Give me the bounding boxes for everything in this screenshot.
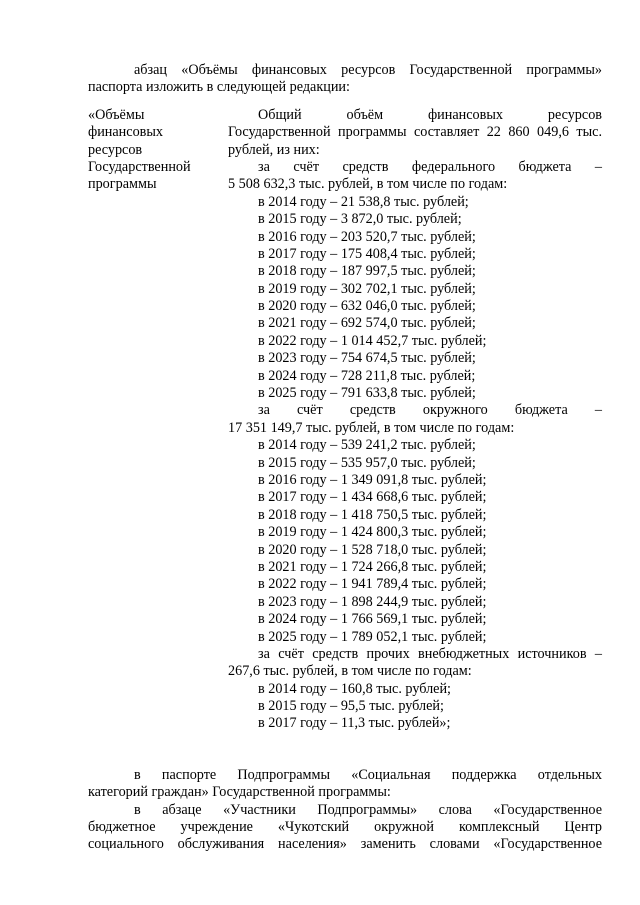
other-years-list	[228, 681, 602, 733]
paragraph-gap	[88, 733, 602, 767]
district-years-list	[228, 437, 602, 646]
list-item: в 2023 году – 754 674,5 тыс. рублей;	[258, 350, 476, 367]
list-item: в 2024 году – 728 211,8 тыс. рублей;	[258, 367, 476, 384]
federal-line-2: 5 508 632,3 тыс. рублей, в том числе по годам:	[228, 176, 508, 193]
list-item: в 2022 году – 1 014 452,7 тыс. рублей;	[258, 332, 487, 349]
outro-p2-line-1: в абзаце «Участники Подпрограммы» слова «Государственное	[134, 801, 602, 818]
list-item: в 2025 году – 1 789 052,1 тыс. рублей;	[258, 628, 487, 645]
federal-years-list	[228, 194, 602, 403]
list-item: в 2025 году – 791 633,8 тыс. рублей;	[258, 385, 476, 402]
document-page	[88, 62, 602, 854]
label-line: Государственной	[88, 158, 191, 175]
list-item: в 2015 году – 95,5 тыс. рублей;	[258, 698, 444, 715]
list-item: в 2019 году – 302 702,1 тыс. рублей;	[258, 280, 476, 297]
district-line-2: 17 351 149,7 тыс. рублей, в том числе по годам:	[228, 419, 515, 436]
total-line-1: Общий объём финансовых ресурсов	[258, 106, 602, 123]
outro-p1-line-2: категорий граждан» Государственной программы:	[88, 784, 391, 801]
list-item: в 2018 году – 187 997,5 тыс. рублей;	[258, 263, 476, 280]
list-item: в 2019 году – 1 424 800,3 тыс. рублей;	[258, 524, 487, 541]
list-item: в 2015 году – 535 957,0 тыс. рублей;	[258, 454, 476, 471]
label-line: ресурсов	[88, 141, 143, 158]
list-item: в 2016 году – 1 349 091,8 тыс. рублей;	[258, 471, 487, 488]
outro-p1-line-1: в паспорте Подпрограммы «Социальная поддержка отдельных	[134, 766, 602, 783]
list-item: в 2023 году – 1 898 244,9 тыс. рублей;	[258, 593, 487, 610]
list-item: в 2014 году – 21 538,8 тыс. рублей;	[258, 193, 469, 210]
total-line-3: рублей, из них:	[228, 141, 320, 158]
label-line: финансовых	[88, 124, 163, 141]
label-line: программы	[88, 176, 157, 193]
list-item: в 2022 году – 1 941 789,4 тыс. рублей;	[258, 576, 487, 593]
list-item: в 2014 году – 160,8 тыс. рублей;	[258, 680, 451, 697]
list-item: в 2018 году – 1 418 750,5 тыс. рублей;	[258, 506, 487, 523]
list-item: в 2020 году – 1 528 718,0 тыс. рублей;	[258, 541, 487, 558]
other-line-2: 267,6 тыс. рублей, в том числе по годам:	[228, 663, 472, 680]
list-item: в 2021 году – 692 574,0 тыс. рублей;	[258, 315, 476, 332]
list-item: в 2015 году – 3 872,0 тыс. рублей;	[258, 211, 462, 228]
intro-line-1: абзац «Объёмы финансовых ресурсов Государственной программы»	[134, 62, 602, 78]
federal-line-1: за счёт средств федерального бюджета –	[258, 158, 602, 175]
outro-p2-line-3: социального обслуживания населения» заменить словами «Государственное	[88, 836, 602, 853]
list-item: в 2017 году – 1 434 668,6 тыс. рублей;	[258, 489, 487, 506]
passport-table	[88, 107, 602, 733]
other-line-1: за счёт средств прочих внебюджетных источников –	[258, 645, 602, 662]
list-item: в 2017 году – 175 408,4 тыс. рублей;	[258, 245, 476, 262]
list-item: в 2024 году – 1 766 569,1 тыс. рублей;	[258, 611, 487, 628]
list-item: в 2020 году – 632 046,0 тыс. рублей;	[258, 298, 476, 315]
table-label-cell	[88, 107, 228, 733]
table-value-cell	[228, 107, 602, 733]
intro-line-2: паспорта изложить в следующей редакции:	[88, 79, 350, 96]
district-line-1: за счёт средств окружного бюджета –	[258, 402, 602, 419]
list-item: в 2016 году – 203 520,7 тыс. рублей;	[258, 228, 476, 245]
list-item: в 2021 году – 1 724 266,8 тыс. рублей;	[258, 558, 487, 575]
list-item: в 2014 году – 539 241,2 тыс. рублей;	[258, 437, 476, 454]
outro-p2-line-2: бюджетное учреждение «Чукотский окружной комплексный Центр	[88, 819, 602, 836]
label-line: «Объёмы	[88, 106, 145, 123]
list-item: в 2017 году – 11,3 тыс. рублей»;	[258, 715, 451, 732]
total-line-2: Государственной программы составляет 22 860 049,6 тыс.	[228, 124, 602, 141]
